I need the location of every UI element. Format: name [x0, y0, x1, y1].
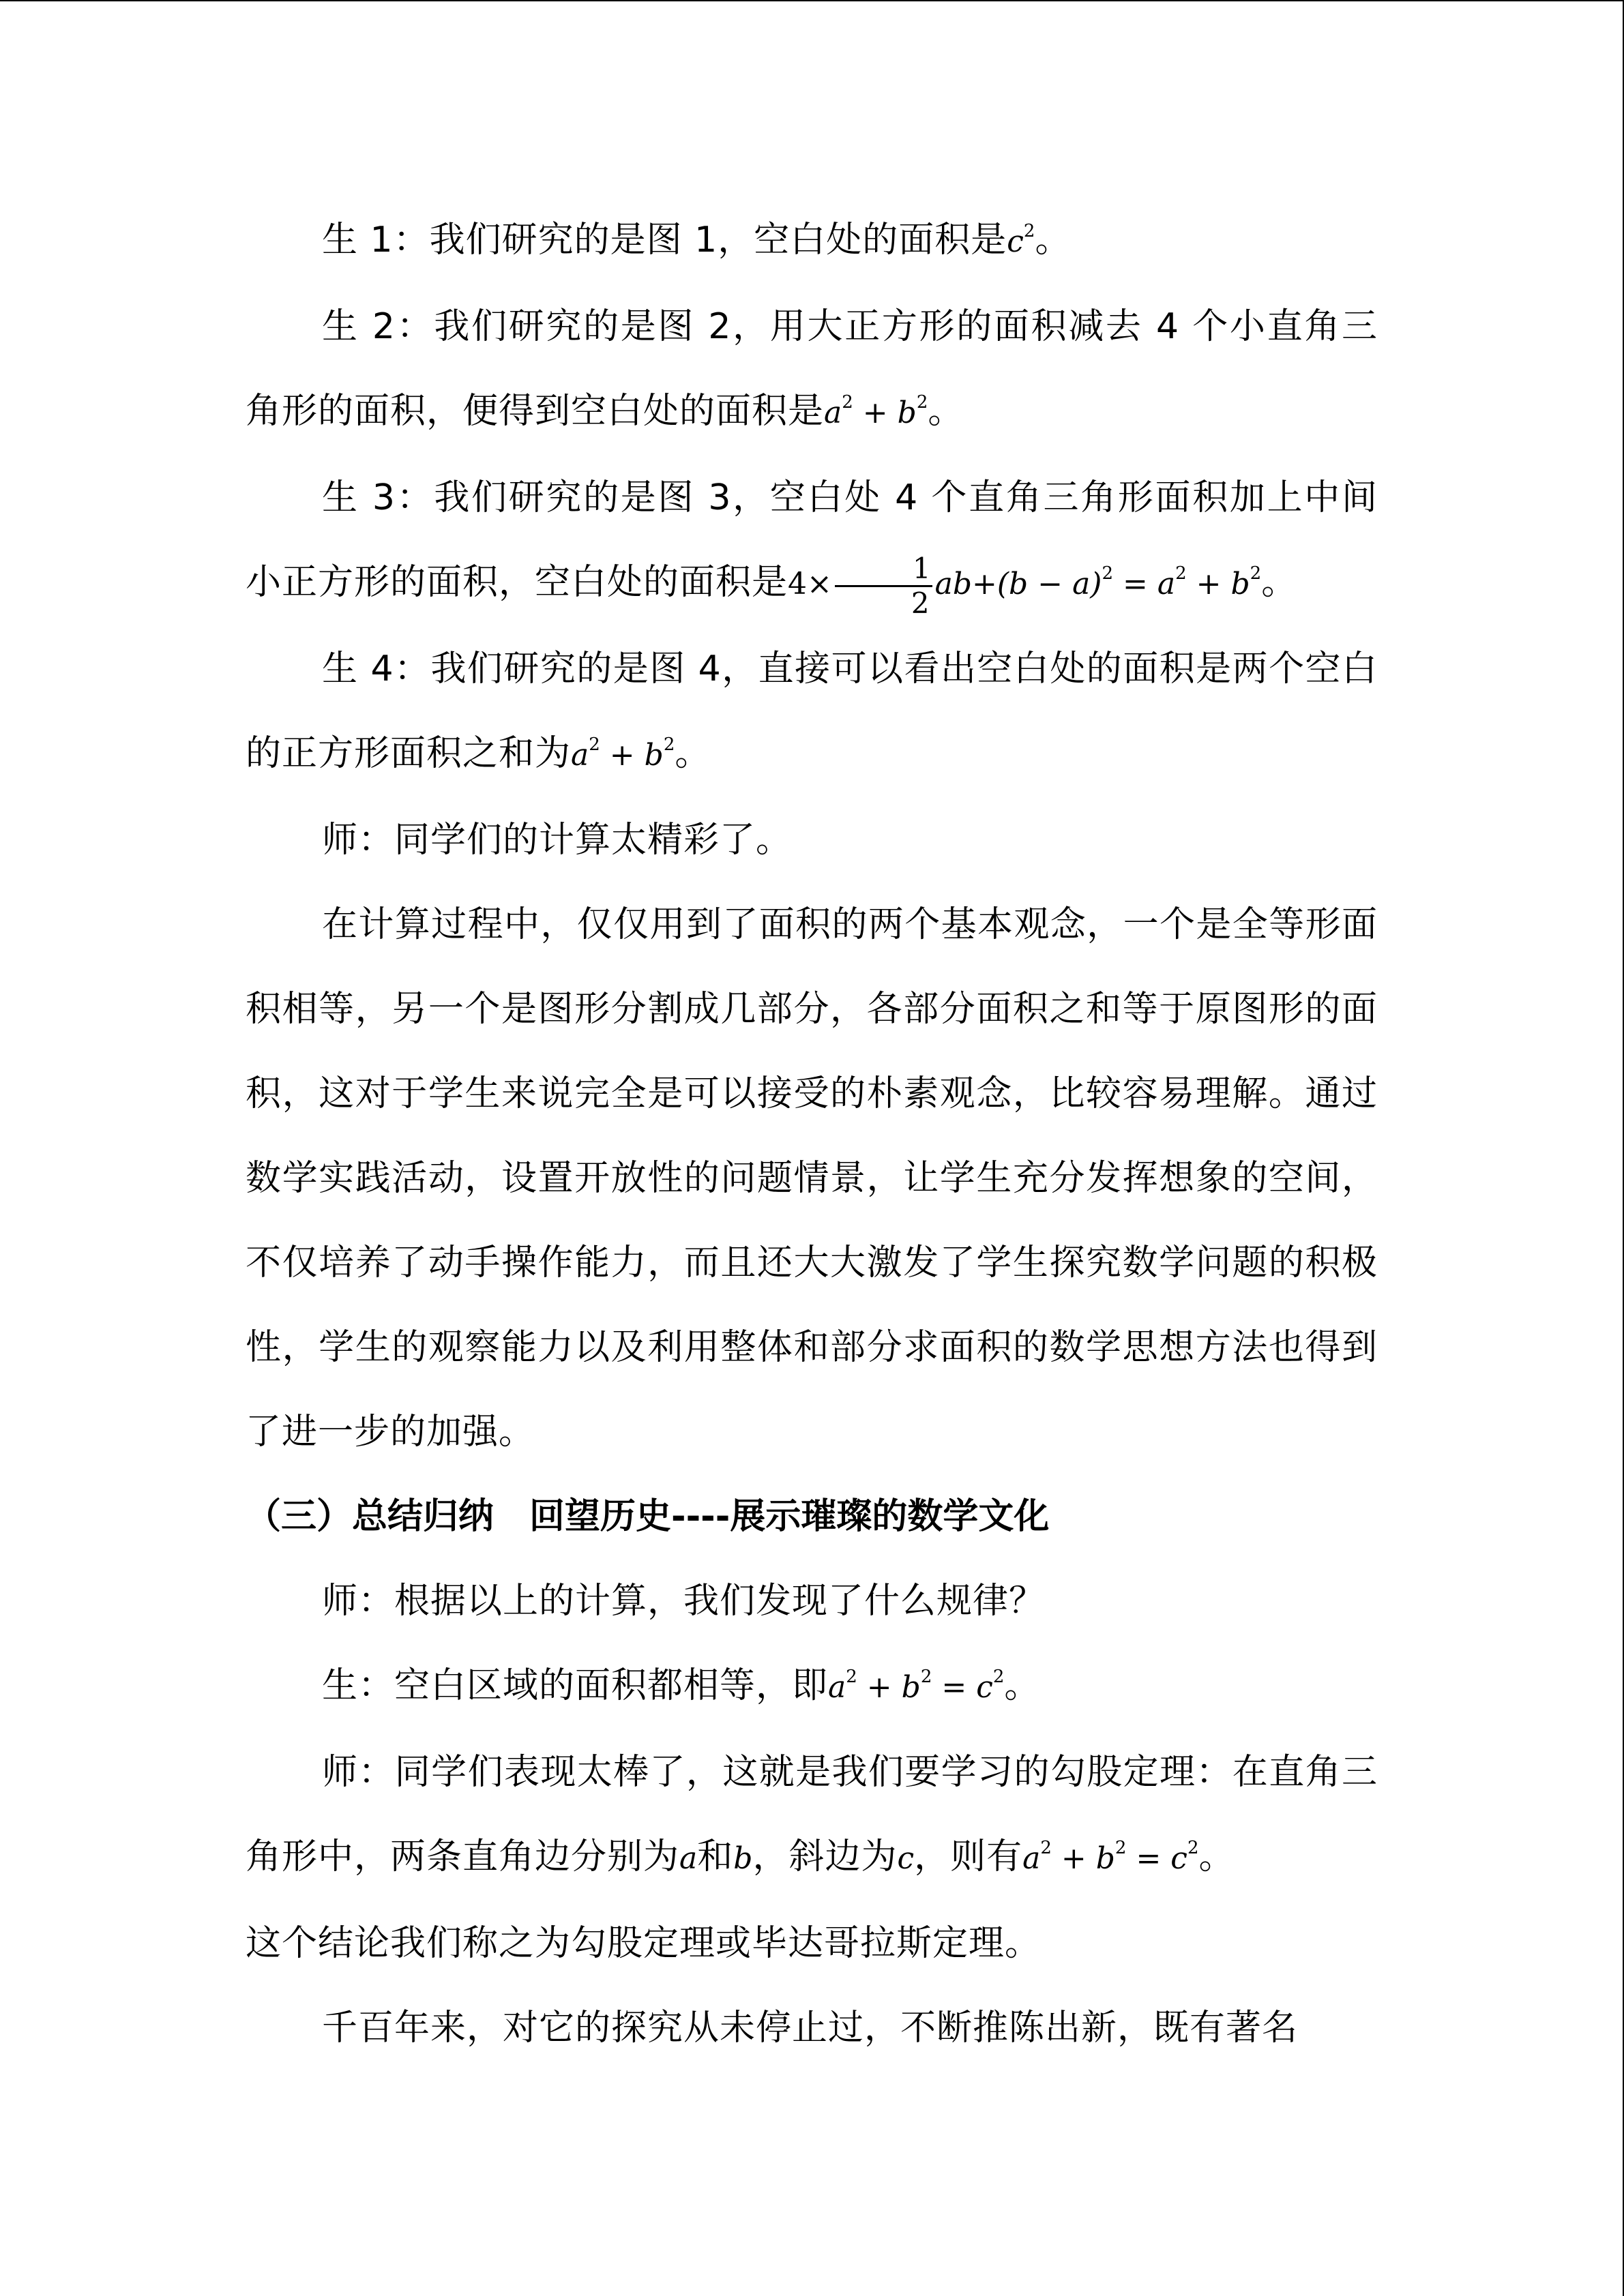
document-body [246, 198, 1378, 2070]
math-var-b: b [733, 1841, 753, 1876]
math-a2-plus-b2: $a^2 + b^2$ [824, 392, 928, 430]
paragraph-text: 生 3：我们研究的是图 3，空白处 4 个直角三角形面积加上中间小正方形的面积，空白处的面积是 [246, 477, 1378, 603]
paragraph-suffix: 。 [1004, 1665, 1041, 1706]
paragraph-suffix: 。 [675, 733, 711, 774]
paragraph-suffix: 。 [1261, 562, 1298, 603]
fraction-denominator: 2 [911, 586, 930, 620]
paragraph-suffix: 。 [928, 391, 964, 432]
paragraph-text: 生 2：我们研究的是图 2，用大正方形的面积减去 4 个小直角三角形的面积，便得到空白处的面积是 [246, 306, 1378, 432]
fraction-one-half [835, 552, 932, 620]
paragraph-text: 和 [697, 1836, 734, 1877]
paragraph-history: 千百年来，对它的探究从未停止过，不断推陈出新，既有著名 [322, 2008, 1299, 2048]
paragraph-text: ，斜边为 [752, 1836, 898, 1877]
fraction-numerator: 1 [835, 552, 932, 587]
paragraph-student-1 [246, 198, 1378, 284]
math-a2-plus-b2: $a^2 + b^2$ [571, 734, 675, 773]
math-var-a: a [679, 1841, 698, 1876]
math-pythagorean: $a^2 + b^2 = c^2$ [1022, 1838, 1199, 1876]
math-tail: $ab+(b - a)^2 = a^2 + b^2$ [934, 563, 1262, 601]
math-c-squared: $c^2$ [1007, 221, 1035, 259]
section-heading: （三）总结归纳 回望历史----展示璀璨的数学文化 [246, 1496, 1050, 1537]
paragraph-student-4 [246, 627, 1378, 798]
paragraph-analysis: 在计算过程中，仅仅用到了面积的两个基本观念，一个是全等形面积相等，另一个是图形分割成几部分，各部分面积之和等于原图形的面积，这对于学生来说完全是可以接受的朴素观念，比较容易理解。通过数学实践活动，设置开放性的问题情景，让学生充分发挥想象的空间，不仅培养了动手操作能力，而且还大大激发了学生探究数学问题的积极性，学生的观察能力以及利用整体和部分求面积的数学思想方法也得到了进一步的加强。 [246, 904, 1378, 1452]
paragraph-student-3 [246, 456, 1378, 627]
paragraph-text: ，则有 [914, 1836, 1023, 1877]
paragraph-text: 师：同学们表现太棒了，这就是我们要学习的勾股定理：在直角三角形中，两条直角边分别为 [246, 1752, 1378, 1877]
paragraph-text: 生 4：我们研究的是图 4，直接可以看出空白处的面积是两个空白的正方形面积之和为 [246, 648, 1378, 774]
paragraph-student-5 [246, 1643, 1378, 1730]
paragraph-text: 生 1：我们研究的是图 1，空白处的面积是 [322, 220, 1007, 260]
paragraph-suffix: 。 [1035, 220, 1072, 260]
paragraph-suffix: 。 [1198, 1836, 1235, 1877]
paragraph-student-2 [246, 284, 1378, 456]
paragraph-teacher-1: 师：同学们的计算太精彩了。 [322, 820, 793, 861]
math-area-formula [788, 552, 1262, 620]
math-var-c: c [897, 1841, 915, 1876]
math-head: 4× [788, 567, 832, 601]
paragraph-text: 生：空白区域的面积都相等，即 [322, 1665, 829, 1706]
paragraph-teacher-3 [246, 1730, 1378, 1901]
paragraph-teacher-2: 师：根据以上的计算，我们发现了什么规律？ [322, 1581, 1046, 1622]
paragraph-conclusion: 这个结论我们称之为勾股定理或毕达哥拉斯定理。 [246, 1923, 1042, 1964]
math-pythagorean: $a^2 + b^2 = c^2$ [828, 1667, 1005, 1705]
